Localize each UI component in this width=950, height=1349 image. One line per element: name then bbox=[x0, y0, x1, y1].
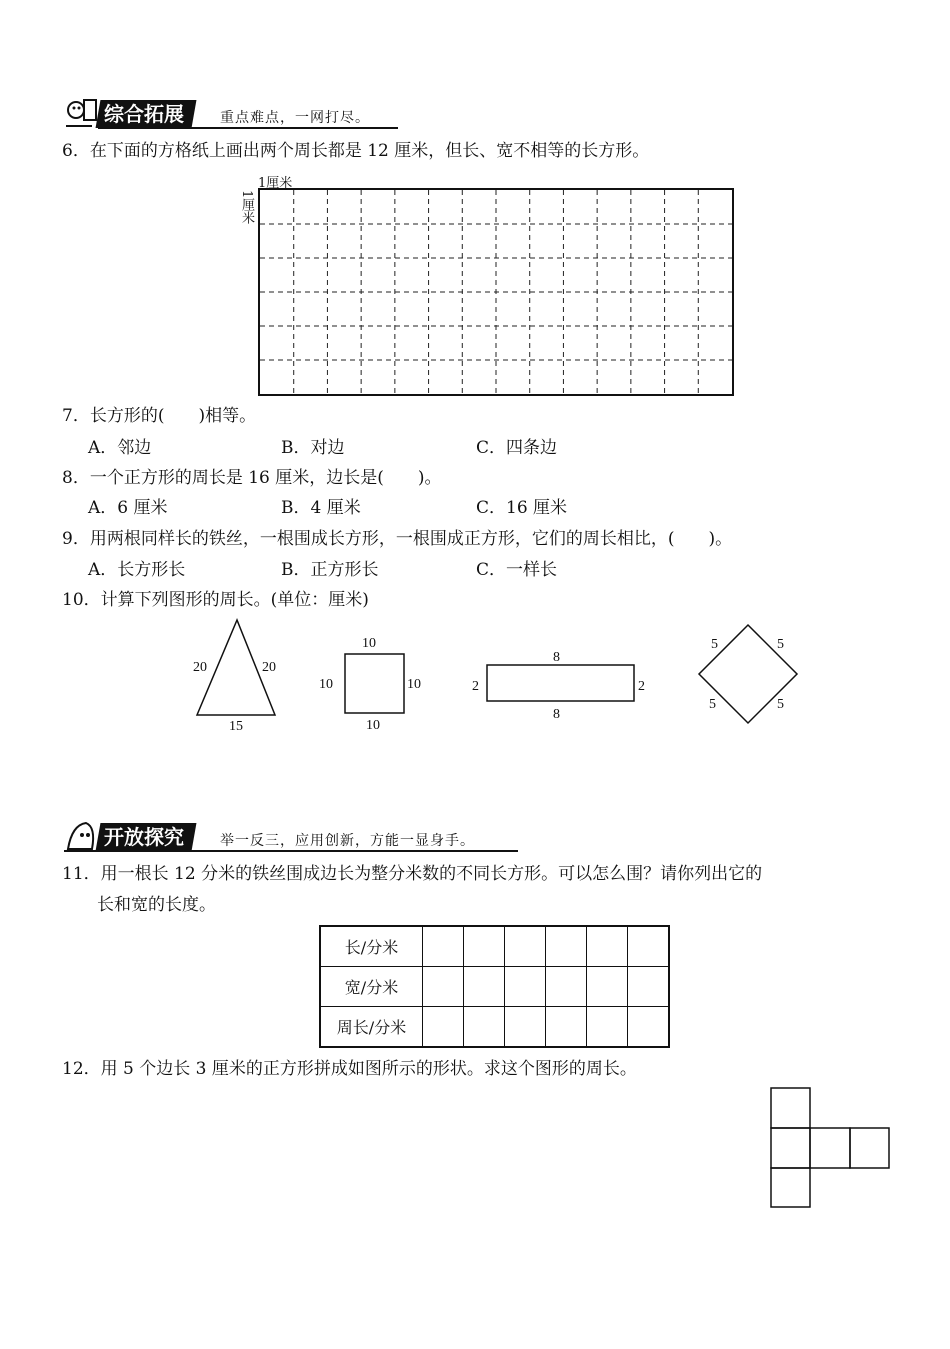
square-left-label: 10 bbox=[319, 677, 333, 692]
unit-label-top: 1厘米 bbox=[258, 176, 293, 191]
section-banner-open-inquiry bbox=[62, 823, 522, 853]
banner-title: 开放探究 bbox=[96, 823, 197, 851]
triangle-bottom-label: 15 bbox=[229, 719, 243, 734]
banner-rule bbox=[98, 127, 398, 129]
answer-cell[interactable] bbox=[423, 967, 464, 1007]
answer-cell[interactable] bbox=[546, 967, 587, 1007]
table-row bbox=[320, 967, 669, 1007]
q7-option-a[interactable]: A．邻边 bbox=[88, 438, 152, 458]
square-top-label: 10 bbox=[362, 636, 376, 651]
banner-subtitle: 重点难点，一网打尽。 bbox=[220, 110, 370, 126]
row-header-length: 长/分米 bbox=[320, 926, 423, 967]
answer-cell[interactable] bbox=[546, 1007, 587, 1048]
triangle-right-label: 20 bbox=[262, 660, 276, 675]
unit-label-side: 1厘米 bbox=[239, 190, 254, 225]
question-6: 6．在下面的方格纸上画出两个周长都是 12 厘米，但长、宽不相等的长方形。 bbox=[62, 141, 650, 161]
answer-cell[interactable] bbox=[628, 1007, 670, 1048]
q8-option-c[interactable]: C．16 厘米 bbox=[476, 498, 568, 518]
q9-option-c[interactable]: C．一样长 bbox=[476, 560, 558, 580]
unit-square bbox=[771, 1168, 810, 1207]
grid-paper[interactable] bbox=[258, 188, 734, 396]
answer-cell[interactable] bbox=[464, 1007, 505, 1048]
section-banner-comprehensive bbox=[62, 100, 402, 130]
q9-option-a[interactable]: A．长方形长 bbox=[88, 560, 186, 580]
banner-title: 综合拓展 bbox=[96, 100, 197, 128]
rhombus-bottom-left-label: 5 bbox=[709, 697, 716, 712]
rhombus-top-left-label: 5 bbox=[711, 637, 718, 652]
rectangle-shape bbox=[487, 665, 634, 701]
unit-square bbox=[771, 1128, 810, 1168]
banner-subtitle: 举一反三，应用创新，方能一显身手。 bbox=[220, 833, 475, 849]
row-header-perimeter: 周长/分米 bbox=[320, 1007, 423, 1048]
answer-cell[interactable] bbox=[423, 1007, 464, 1048]
q7-option-c[interactable]: C．四条边 bbox=[476, 438, 558, 458]
answer-cell[interactable] bbox=[505, 1007, 546, 1048]
rhombus-top-right-label: 5 bbox=[777, 637, 784, 652]
unit-square bbox=[771, 1088, 810, 1128]
answer-cell[interactable] bbox=[505, 926, 546, 967]
rectangle-top-label: 8 bbox=[553, 650, 560, 665]
unit-square bbox=[850, 1128, 889, 1168]
rectangle-bottom-label: 8 bbox=[553, 707, 560, 722]
answer-cell[interactable] bbox=[628, 967, 670, 1007]
five-squares-figure bbox=[768, 1086, 892, 1210]
triangle-left-label: 20 bbox=[193, 660, 207, 675]
question-9: 9．用两根同样长的铁丝，一根围成长方形，一根围成正方形，它们的周长相比，( )。 bbox=[62, 529, 733, 549]
answer-cell[interactable] bbox=[628, 926, 670, 967]
square-bottom-label: 10 bbox=[366, 718, 380, 733]
rhombus-bottom-right-label: 5 bbox=[777, 697, 784, 712]
unit-square bbox=[810, 1128, 850, 1168]
answer-cell[interactable] bbox=[464, 967, 505, 1007]
answer-cell[interactable] bbox=[505, 967, 546, 1007]
answer-cell[interactable] bbox=[464, 926, 505, 967]
question-11-line2: 长和宽的长度。 bbox=[97, 895, 216, 915]
rectangle-left-label: 2 bbox=[472, 679, 479, 694]
answer-cell[interactable] bbox=[423, 926, 464, 967]
perimeter-table bbox=[319, 925, 670, 1048]
rectangle-figure bbox=[485, 663, 637, 703]
question-7: 7．长方形的( )相等。 bbox=[62, 406, 257, 426]
square-shape bbox=[345, 654, 404, 713]
rectangle-right-label: 2 bbox=[638, 679, 645, 694]
grid-lines bbox=[260, 190, 732, 394]
answer-cell[interactable] bbox=[587, 1007, 628, 1048]
q8-option-a[interactable]: A．6 厘米 bbox=[88, 498, 168, 518]
table-row bbox=[320, 1007, 669, 1048]
q9-option-b[interactable]: B．正方形长 bbox=[281, 560, 379, 580]
square-right-label: 10 bbox=[407, 677, 421, 692]
square-figure bbox=[343, 652, 407, 716]
question-8: 8．一个正方形的周长是 16 厘米，边长是( )。 bbox=[62, 468, 442, 488]
answer-cell[interactable] bbox=[546, 926, 587, 967]
question-11-line1: 11．用一根长 12 分米的铁丝围成边长为整分米数的不同长方形。可以怎么围？请你列出它的 bbox=[62, 864, 763, 884]
answer-cell[interactable] bbox=[587, 926, 628, 967]
q7-option-b[interactable]: B．对边 bbox=[281, 438, 345, 458]
question-10: 10．计算下列图形的周长。(单位：厘米) bbox=[62, 590, 369, 610]
question-12: 12．用 5 个边长 3 厘米的正方形拼成如图所示的形状。求这个图形的周长。 bbox=[62, 1059, 637, 1079]
q8-option-b[interactable]: B．4 厘米 bbox=[281, 498, 361, 518]
row-header-width: 宽/分米 bbox=[320, 967, 423, 1007]
table-row bbox=[320, 926, 669, 967]
answer-cell[interactable] bbox=[587, 967, 628, 1007]
banner-rule bbox=[98, 850, 518, 852]
